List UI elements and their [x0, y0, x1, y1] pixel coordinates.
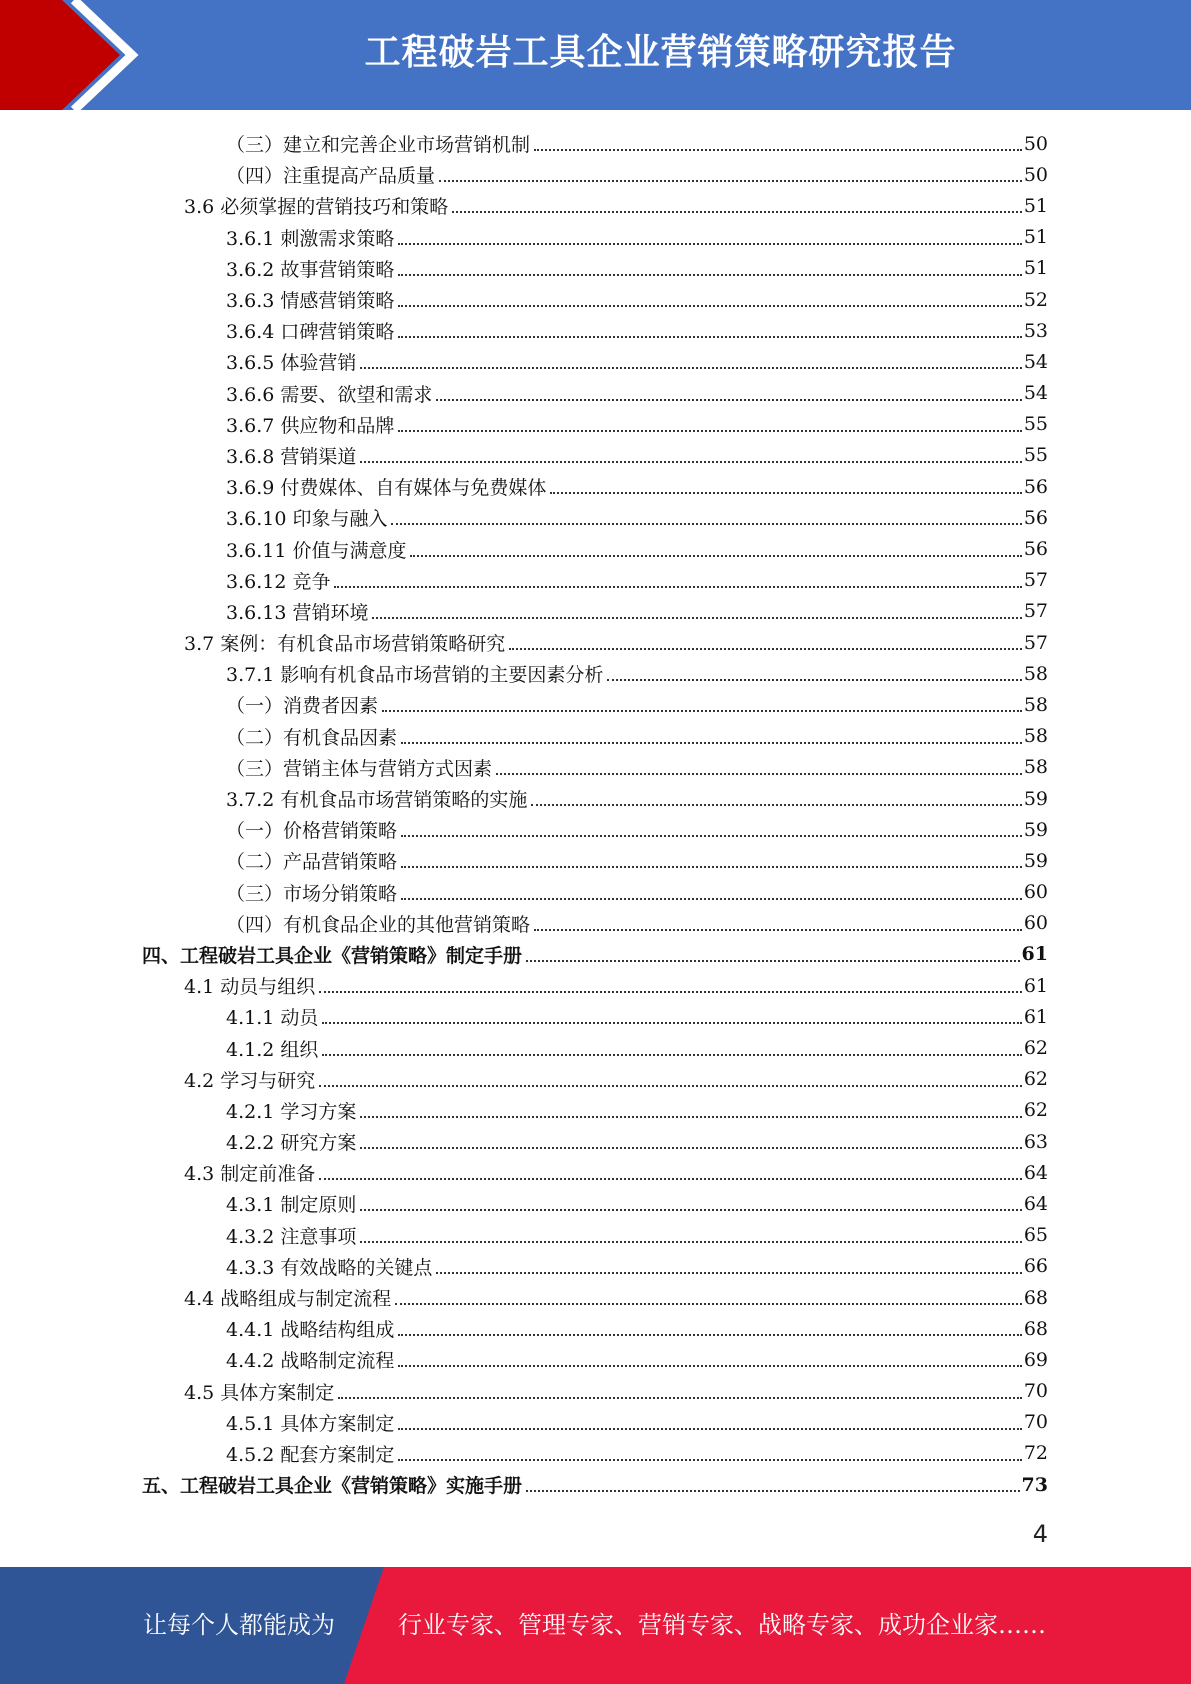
toc-dot-leader — [382, 709, 1022, 712]
toc-entry[interactable] — [142, 1032, 1048, 1063]
toc-entry-label: 3.6.5 体验营销 — [226, 352, 357, 375]
toc-entry-label: 4.1.1 动员 — [226, 1007, 319, 1030]
toc-entry-page: 60 — [1023, 881, 1048, 904]
toc-dot-leader — [526, 1489, 1020, 1492]
toc-entry-page: 51 — [1023, 226, 1048, 249]
toc-entry[interactable] — [142, 1313, 1048, 1344]
toc-entry-label: 3.6 必须掌握的营销技巧和策略 — [184, 196, 449, 219]
toc-dot-leader — [372, 616, 1021, 619]
toc-dot-leader — [322, 1021, 1021, 1024]
toc-entry-page: 56 — [1023, 475, 1048, 498]
toc-entry-label: 3.7.1 影响有机食品市场营销的主要因素分析 — [226, 664, 604, 687]
toc-dot-leader — [398, 273, 1021, 276]
toc-dot-leader — [334, 585, 1021, 588]
toc-entry[interactable] — [142, 1157, 1048, 1188]
toc-entry-page: 59 — [1023, 818, 1048, 841]
toc-entry-label: 4.4 战略组成与制定流程 — [184, 1288, 392, 1311]
toc-entry-page: 65 — [1023, 1224, 1048, 1247]
toc-dot-leader — [452, 210, 1022, 213]
toc-dot-leader — [360, 1240, 1021, 1243]
toc-entry-page: 73 — [1021, 1473, 1048, 1496]
footer-slogan-left: 让每个人都能成为 — [143, 1611, 335, 1639]
toc-entry[interactable] — [142, 1251, 1048, 1282]
toc-entry-label: 四、工程破岩工具企业《营销策略》制定手册 — [142, 944, 523, 967]
toc-entry-page: 55 — [1023, 413, 1048, 436]
toc-entry[interactable] — [142, 159, 1048, 190]
toc-entry-label: 3.6.1 刺激需求策略 — [226, 227, 395, 250]
toc-entry-label: 3.6.3 情感营销策略 — [226, 290, 395, 313]
toc-entry-label: 4.5.2 配套方案制定 — [226, 1443, 395, 1466]
toc-entry-page: 62 — [1023, 1037, 1048, 1060]
toc-entry[interactable] — [142, 689, 1048, 720]
toc-dot-leader — [401, 897, 1022, 900]
toc-entry-label: 4.3.3 有效战略的关键点 — [226, 1256, 433, 1279]
toc-dot-leader — [360, 1208, 1021, 1211]
toc-entry-label: （三）市场分销策略 — [226, 882, 398, 905]
page-number: 4 — [1032, 1520, 1048, 1548]
toc-entry[interactable] — [142, 627, 1048, 658]
toc-dot-leader — [360, 1115, 1021, 1118]
toc-entry[interactable] — [142, 1407, 1048, 1438]
toc-entry[interactable] — [142, 1001, 1048, 1032]
toc-dot-leader — [436, 1271, 1021, 1274]
toc-entry[interactable] — [142, 1282, 1048, 1313]
toc-dot-leader — [398, 335, 1021, 338]
toc-entry-page: 56 — [1023, 506, 1048, 529]
toc-entry[interactable] — [142, 1469, 1048, 1500]
table-of-contents — [142, 128, 1048, 1500]
toc-dot-leader — [319, 990, 1022, 993]
header-title: 工程破岩工具企业营销策略研究报告 — [364, 32, 957, 73]
toc-entry[interactable] — [142, 877, 1048, 908]
page-footer — [0, 1567, 1191, 1684]
toc-entry-label: 4.2 学习与研究 — [184, 1069, 316, 1092]
toc-entry-page: 64 — [1023, 1161, 1048, 1184]
toc-entry-label: 3.6.11 价值与满意度 — [226, 539, 407, 562]
toc-entry[interactable] — [142, 721, 1048, 752]
toc-dot-leader — [436, 398, 1021, 401]
toc-entry-label: 3.6.7 供应物和品牌 — [226, 414, 395, 437]
toc-dot-leader — [398, 1427, 1021, 1430]
toc-entry[interactable] — [142, 1344, 1048, 1375]
toc-entry-label: 3.6.12 竞争 — [226, 570, 331, 593]
toc-entry[interactable] — [142, 1126, 1048, 1157]
toc-dot-leader — [401, 865, 1022, 868]
toc-entry[interactable] — [142, 1188, 1048, 1219]
toc-entry-label: 3.6.2 故事营销策略 — [226, 258, 395, 281]
toc-entry[interactable] — [142, 1095, 1048, 1126]
toc-entry-page: 50 — [1023, 163, 1048, 186]
toc-entry-label: 4.2.2 研究方案 — [226, 1132, 357, 1155]
toc-entry[interactable] — [142, 783, 1048, 814]
toc-entry-label: （三）建立和完善企业市场营销机制 — [226, 134, 531, 157]
toc-entry[interactable] — [142, 1438, 1048, 1469]
toc-entry-page: 62 — [1023, 1068, 1048, 1091]
toc-entry-label: 3.7.2 有机食品市场营销策略的实施 — [226, 789, 528, 812]
toc-entry-label: 4.5.1 具体方案制定 — [226, 1412, 395, 1435]
toc-entry-page: 57 — [1023, 600, 1048, 623]
toc-entry-label: （一）价格营销策略 — [226, 820, 398, 843]
toc-entry-page: 55 — [1023, 444, 1048, 467]
toc-entry-page: 66 — [1023, 1255, 1048, 1278]
toc-entry[interactable] — [142, 1376, 1048, 1407]
toc-entry[interactable] — [142, 378, 1048, 409]
toc-dot-leader — [526, 959, 1020, 962]
toc-entry[interactable] — [142, 908, 1048, 939]
toc-entry-label: （四）有机食品企业的其他营销策略 — [226, 913, 531, 936]
toc-dot-leader — [338, 1396, 1022, 1399]
toc-entry-page: 58 — [1023, 725, 1048, 748]
toc-entry-page: 70 — [1023, 1411, 1048, 1434]
toc-dot-leader — [398, 1333, 1021, 1336]
toc-entry-label: （三）营销主体与营销方式因素 — [226, 757, 493, 780]
toc-entry[interactable] — [142, 658, 1048, 689]
toc-dot-leader — [509, 647, 1022, 650]
page-header — [0, 0, 1191, 110]
toc-entry-page: 56 — [1023, 538, 1048, 561]
toc-entry-label: 4.4.2 战略制定流程 — [226, 1350, 395, 1373]
toc-entry-label: （四）注重提高产品质量 — [226, 165, 436, 188]
toc-entry-label: 3.6.6 需要、欲望和需求 — [226, 383, 433, 406]
toc-entry-label: （二）产品营销策略 — [226, 851, 398, 874]
toc-entry[interactable] — [142, 128, 1048, 159]
toc-dot-leader — [360, 460, 1021, 463]
toc-entry-label: 4.3 制定前准备 — [184, 1163, 316, 1186]
toc-entry-page: 61 — [1021, 943, 1048, 966]
toc-dot-leader — [319, 1084, 1022, 1087]
toc-entry[interactable] — [142, 596, 1048, 627]
toc-dot-leader — [398, 1458, 1021, 1461]
toc-entry[interactable] — [142, 346, 1048, 377]
toc-dot-leader — [398, 242, 1021, 245]
toc-dot-leader — [360, 1146, 1021, 1149]
toc-entry-label: 4.2.1 学习方案 — [226, 1100, 357, 1123]
toc-entry[interactable] — [142, 502, 1048, 533]
toc-entry-page: 68 — [1023, 1317, 1048, 1340]
toc-entry-page: 51 — [1023, 194, 1048, 217]
toc-entry-page: 61 — [1023, 974, 1048, 997]
toc-entry-label: 4.1.2 组织 — [226, 1038, 319, 1061]
toc-dot-leader — [395, 1302, 1022, 1305]
toc-entry[interactable] — [142, 939, 1048, 970]
toc-entry-page: 69 — [1023, 1348, 1048, 1371]
toc-dot-leader — [398, 1364, 1021, 1367]
toc-entry-label: 4.3.2 注意事项 — [226, 1225, 357, 1248]
toc-entry-page: 58 — [1023, 693, 1048, 716]
toc-entry-label: （一）消费者因素 — [226, 695, 379, 718]
toc-entry[interactable] — [142, 814, 1048, 845]
toc-entry[interactable] — [142, 253, 1048, 284]
toc-entry-label: 3.6.8 营销渠道 — [226, 445, 357, 468]
toc-dot-leader — [439, 179, 1022, 182]
toc-entry-label: 3.7 案例：有机食品市场营销策略研究 — [184, 633, 506, 656]
toc-dot-leader — [398, 304, 1021, 307]
toc-dot-leader — [550, 491, 1021, 494]
toc-entry-page: 62 — [1023, 1099, 1048, 1122]
toc-entry-page: 61 — [1023, 1005, 1048, 1028]
toc-entry-page: 58 — [1023, 756, 1048, 779]
toc-entry-label: 4.3.1 制定原则 — [226, 1194, 357, 1217]
toc-dot-leader — [401, 834, 1022, 837]
toc-entry-page: 57 — [1023, 569, 1048, 592]
toc-entry[interactable] — [142, 845, 1048, 876]
toc-dot-leader — [360, 366, 1021, 369]
toc-entry[interactable] — [142, 565, 1048, 596]
toc-entry[interactable] — [142, 284, 1048, 315]
toc-entry-page: 72 — [1023, 1442, 1048, 1465]
toc-entry-page: 59 — [1023, 787, 1048, 810]
toc-dot-leader — [496, 772, 1022, 775]
toc-dot-leader — [319, 1177, 1022, 1180]
toc-entry[interactable] — [142, 190, 1048, 221]
toc-entry-label: 3.6.10 印象与融入 — [226, 508, 388, 531]
toc-entry-page: 70 — [1023, 1380, 1048, 1403]
toc-entry-page: 59 — [1023, 849, 1048, 872]
toc-entry-page: 54 — [1023, 350, 1048, 373]
toc-entry-page: 51 — [1023, 257, 1048, 280]
toc-entry-label: 4.1 动员与组织 — [184, 976, 316, 999]
toc-entry[interactable] — [142, 533, 1048, 564]
toc-entry-page: 68 — [1023, 1286, 1048, 1309]
toc-entry-page: 50 — [1023, 132, 1048, 155]
toc-entry-label: 3.6.4 口碑营销策略 — [226, 321, 395, 344]
header-arrow-icon — [0, 0, 160, 110]
toc-entry[interactable] — [142, 409, 1048, 440]
toc-entry-page: 60 — [1023, 912, 1048, 935]
toc-entry-page: 64 — [1023, 1192, 1048, 1215]
toc-dot-leader — [410, 554, 1021, 557]
toc-entry[interactable] — [142, 222, 1048, 253]
toc-dot-leader — [391, 522, 1021, 525]
toc-entry-label: 3.6.13 营销环境 — [226, 601, 369, 624]
toc-entry-label: 4.4.1 战略结构组成 — [226, 1319, 395, 1342]
toc-entry-label: 4.5 具体方案制定 — [184, 1381, 335, 1404]
toc-entry-label: （二）有机食品因素 — [226, 726, 398, 749]
toc-entry-page: 63 — [1023, 1130, 1048, 1153]
toc-entry[interactable] — [142, 315, 1048, 346]
toc-dot-leader — [607, 678, 1021, 681]
toc-entry[interactable] — [142, 752, 1048, 783]
toc-dot-leader — [531, 803, 1021, 806]
toc-dot-leader — [322, 1053, 1021, 1056]
toc-entry-label: 3.6.9 付费媒体、自有媒体与免费媒体 — [226, 477, 547, 500]
toc-dot-leader — [401, 741, 1022, 744]
toc-entry[interactable] — [142, 471, 1048, 502]
toc-entry-page: 57 — [1023, 631, 1048, 654]
toc-entry-page: 58 — [1023, 662, 1048, 685]
toc-entry[interactable] — [142, 970, 1048, 1001]
toc-entry-page: 53 — [1023, 319, 1048, 342]
toc-dot-leader — [534, 148, 1022, 151]
toc-dot-leader — [398, 429, 1021, 432]
toc-entry[interactable] — [142, 1220, 1048, 1251]
toc-entry-page: 52 — [1023, 288, 1048, 311]
footer-slogan-right: 行业专家、管理专家、营销专家、战略专家、成功企业家…… — [398, 1611, 1046, 1639]
toc-entry-page: 54 — [1023, 382, 1048, 405]
toc-entry-label: 五、工程破岩工具企业《营销策略》实施手册 — [142, 1475, 523, 1498]
toc-dot-leader — [534, 928, 1022, 931]
toc-entry[interactable] — [142, 1064, 1048, 1095]
toc-entry[interactable] — [142, 440, 1048, 471]
